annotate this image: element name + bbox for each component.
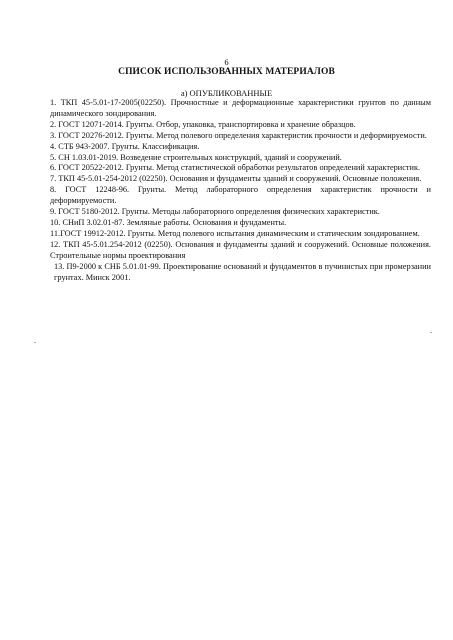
- reference-item: 9. ГОСТ 5180-2012. Грунты. Методы лабораторного определения физических характеристик.: [50, 207, 380, 217]
- margin-dot-mark: .: [430, 326, 432, 335]
- reference-item: 3. ГОСТ 20276-2012. Грунты. Метод полевого определения характеристик прочности и деформируемости.: [50, 130, 427, 140]
- reference-item: 10. СНиП 3.02.01-87. Земляные работы. Основания и фундаменты.: [50, 217, 287, 227]
- reference-item: 6. ГОСТ 20522-2012. Грунты. Метод статистической обработки результатов определений характеристик.: [50, 163, 421, 173]
- reference-item: 5. СН 1.03.01-2019. Возведение строительных конструкций, зданий и сооружений.: [50, 152, 342, 162]
- reference-item: 11.ГОСТ 19912-2012. Грунты. Метод полевого испытания динамическим и статическим зондированием.: [50, 228, 420, 238]
- reference-item: 13. П9-2000 к СНБ 5.01.01-99. Проектирование оснований и фундаментов в пучинистых при промерзании грунтах. Минск 2001.: [54, 261, 431, 282]
- reference-item: 1. ТКП 45-5.01-17-2005(02250). Прочностные и деформационные характеристики грунтов по данным динамического зондирования.: [50, 98, 431, 118]
- reference-item: 4. СТБ 943-2007. Грунты. Классификация.: [50, 141, 200, 151]
- page-number: 6: [224, 57, 229, 67]
- reference-item: 12. ТКП 45-5.01.254-2012 (02250). Основания и фундаменты зданий и сооружений. Основные положения. Строительные нормы проектирования: [50, 239, 431, 260]
- section-heading: а) ОПУБЛИКОВАННЫЕ: [180, 88, 273, 98]
- reference-list: [50, 98, 431, 283]
- reference-item: 8. ГОСТ 12248-96. Грунты. Метод лабораторного определения характеристик прочности и деформируемости.: [50, 185, 431, 206]
- reference-item: 7. ТКП 45-5.01-254-2012 (02250). Основания и фундаменты зданий и сооружений. Основные положения.: [50, 174, 422, 184]
- margin-dot-mark: .: [34, 336, 36, 345]
- page-title: СПИСОК ИСПОЛЬЗОВАННЫХ МАТЕРИАЛОВ: [118, 67, 335, 77]
- reference-item: 2. ГОСТ 12071-2014. Грунты. Отбор, упаковка, транспортировка и хранение образцов.: [50, 119, 356, 129]
